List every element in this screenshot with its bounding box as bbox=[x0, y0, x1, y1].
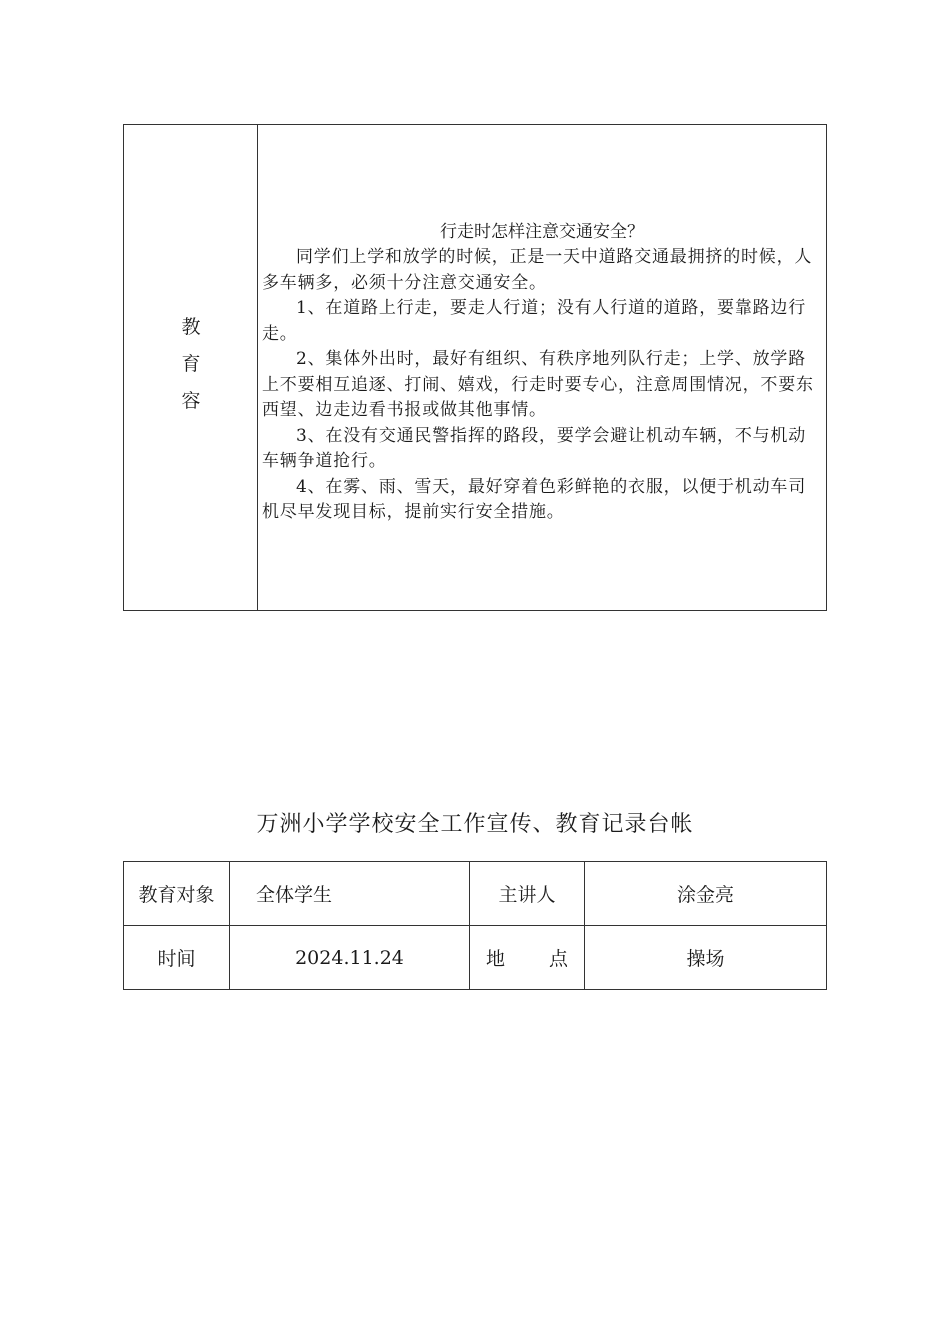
place-label-char: 点 bbox=[548, 948, 568, 970]
record-title: 万洲小学学校安全工作宣传、教育记录台帐 bbox=[256, 812, 694, 837]
speaker-label: 主讲人 bbox=[470, 862, 585, 926]
content-label-char: 容 bbox=[181, 390, 201, 412]
content-paragraph: 4、在雾、雨、雪天，最好穿着色彩鲜艳的衣服，以便于机动车司机尽早发现目标，提前实行安全措施。 bbox=[262, 476, 807, 522]
content-paragraph: 同学们上学和放学的时候，正是一天中道路交通最拥挤的时候，人多车辆多，必须十分注意交通安全。 bbox=[262, 247, 813, 293]
target-value: 全体学生 bbox=[230, 862, 470, 926]
content-title: 行走时怎样注意交通安全？ bbox=[440, 222, 644, 242]
education-content-table bbox=[123, 124, 827, 611]
content-paragraph: 1、在道路上行走，要走人行道；没有人行道的道路，要靠路边行走。 bbox=[262, 298, 807, 344]
time-value: 2024.11.24 bbox=[230, 926, 470, 989]
target-label: 教育对象 bbox=[124, 862, 230, 926]
place-value: 操场 bbox=[686, 948, 725, 970]
place-label-char: 地 bbox=[486, 948, 506, 970]
speaker-value: 涂金亮 bbox=[585, 862, 826, 926]
content-label-char: 教 bbox=[181, 316, 201, 338]
content-label-char: 育 bbox=[181, 353, 201, 375]
content-paragraph: 3、在没有交通民警指挥的路段，要学会避让机动车辆，不与机动车辆争道抢行。 bbox=[262, 425, 807, 471]
content-body-cell bbox=[258, 125, 826, 610]
place-label bbox=[470, 926, 585, 989]
content-label-cell bbox=[124, 125, 258, 610]
content-paragraph: 2、集体外出时，最好有组织、有秩序地列队行走；上学、放学路上不要相互追逐、打闹、嬉戏，行走时要专心，注意周围情况，不要东西望、边走边看书报或做其他事情。 bbox=[262, 349, 814, 420]
record-info-table bbox=[123, 861, 827, 990]
time-label: 时间 bbox=[124, 926, 230, 989]
content-text bbox=[262, 245, 822, 526]
